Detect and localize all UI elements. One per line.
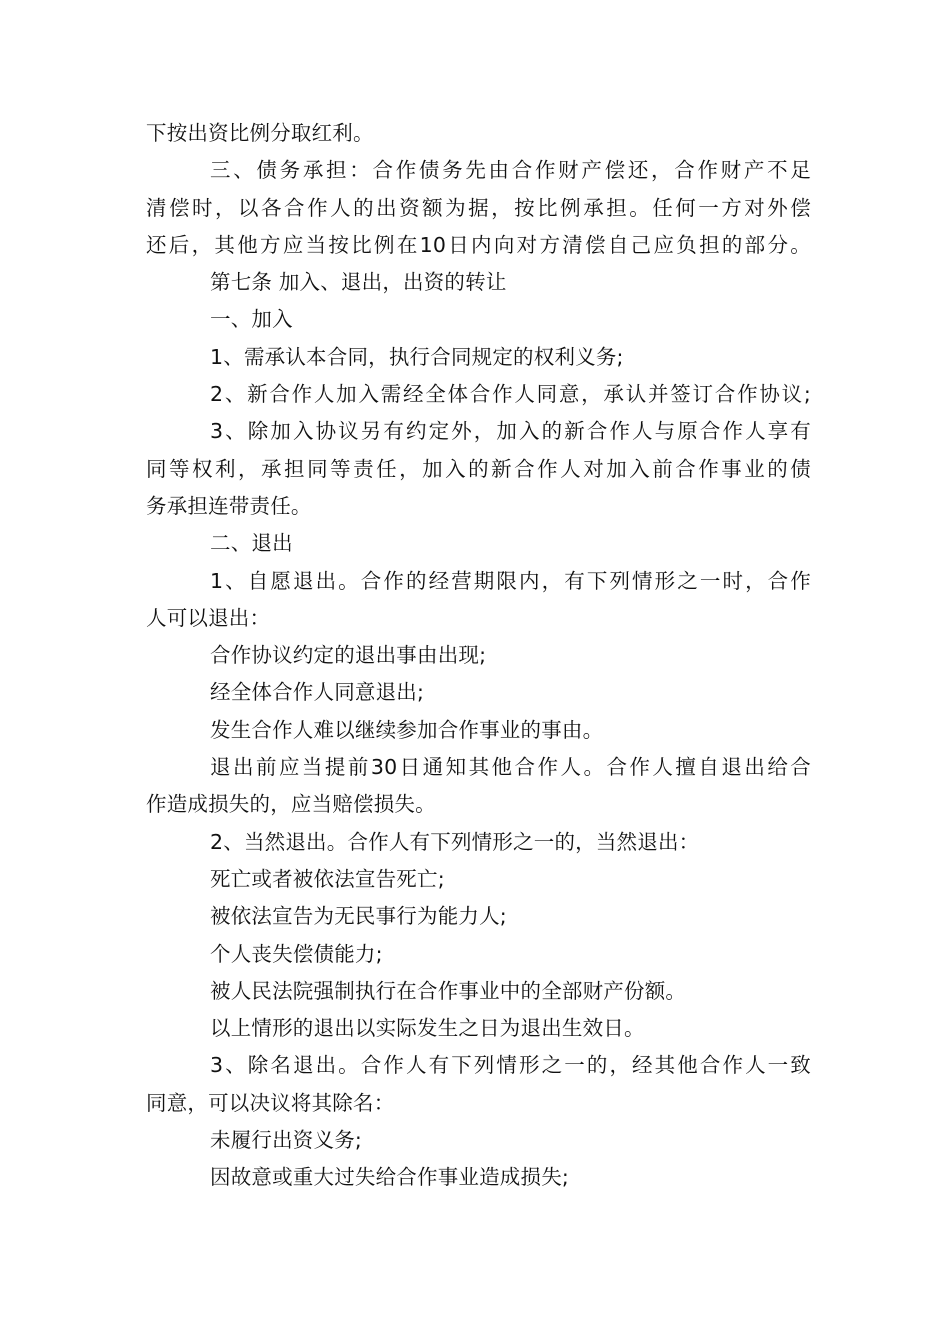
paragraph-line: 清偿时，以各合作人的出资额为据，按比例承担。任何一方对外偿 — [146, 195, 811, 220]
list-item: 合作协议约定的退出事由出现; — [210, 643, 487, 668]
paragraph-line: 同等权利，承担同等责任，加入的新合作人对加入前合作事业的债 — [146, 456, 811, 481]
paragraph-line: 作造成损失的，应当赔偿损失。 — [146, 792, 436, 817]
paragraph-line: 2、当然退出。合作人有下列情形之一的，当然退出： — [210, 829, 700, 854]
paragraph-line: 退出前应当提前30日通知其他合作人。合作人擅自退出给合 — [210, 755, 811, 780]
list-item: 经全体合作人同意退出; — [210, 680, 425, 705]
list-item: 被依法宣告为无民事行为能力人; — [210, 904, 507, 929]
paragraph-line: 3、除加入协议另有约定外，加入的新合作人与原合作人享有 — [210, 419, 811, 444]
section-heading: 一、加入 — [210, 307, 293, 332]
list-item: 发生合作人难以继续参加合作事业的事由。 — [210, 717, 604, 742]
list-item: 被人民法院强制执行在合作事业中的全部财产份额。 — [210, 978, 687, 1003]
section-heading: 二、退出 — [210, 531, 293, 556]
paragraph-line: 下按出资比例分取红利。 — [146, 121, 374, 145]
paragraph-line: 同意，可以决议将其除名： — [146, 1090, 395, 1115]
list-item: 个人丧失偿债能力; — [210, 941, 383, 966]
paragraph-line: 务承担连带责任。 — [146, 493, 312, 518]
paragraph-line: 3、除名退出。合作人有下列情形之一的，经其他合作人一致 — [210, 1053, 811, 1078]
paragraph-line: 三、债务承担：合作债务先由合作财产偿还，合作财产不足 — [210, 158, 811, 183]
document-body — [146, 115, 811, 1197]
paragraph-line: 1、需承认本合同，执行合同规定的权利义务; — [210, 344, 624, 369]
paragraph-line: 以上情形的退出以实际发生之日为退出生效日。 — [210, 1016, 645, 1041]
paragraph-line: 1、自愿退出。合作的经营期限内，有下列情形之一时，合作 — [210, 568, 811, 593]
paragraph-line: 人可以退出： — [146, 605, 271, 630]
paragraph-line: 2、新合作人加入需经全体合作人同意，承认并签订合作协议; — [210, 382, 811, 407]
paragraph-line: 还后，其他方应当按比例在10日内向对方清偿自己应负担的部分。 — [146, 232, 811, 257]
list-item: 未履行出资义务; — [210, 1128, 363, 1153]
list-item: 因故意或重大过失给合作事业造成损失; — [210, 1165, 570, 1190]
article-heading: 第七条 加入、退出，出资的转让 — [210, 270, 507, 295]
list-item: 死亡或者被依法宣告死亡; — [210, 866, 445, 891]
